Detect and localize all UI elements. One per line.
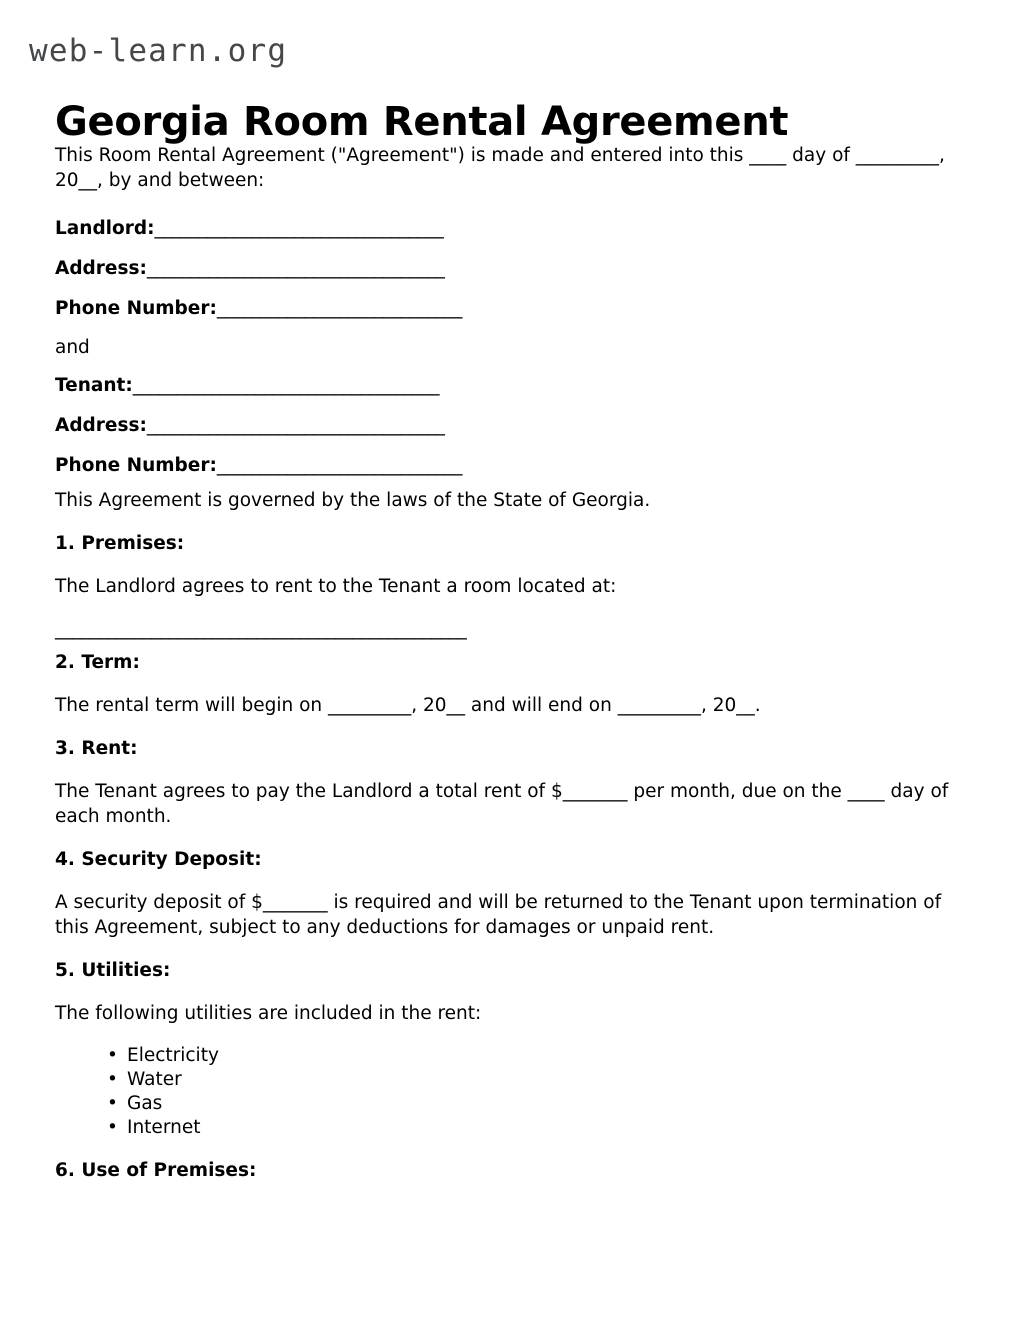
security-deposit-body: A security deposit of $_______ is required and will be returned to the Tenant upon termination of this Agreement, subject to any deductions for damages or unpaid rent. (55, 892, 942, 938)
rent-body: The Tenant agrees to pay the Landlord a total rent of $_______ per month, due on the ____ day of each month. (55, 781, 949, 827)
tenant-phone-label: Phone Number: (55, 455, 217, 476)
landlord-name-blank: _________________________________ (154, 218, 444, 239)
tenant-phone-blank: ____________________________ (216, 455, 462, 476)
landlord-address-blank: __________________________________ (146, 258, 445, 279)
premises-body: The Landlord agrees to rent to the Tenant a room located at: (55, 576, 617, 597)
landlord-name-label: Landlord: (55, 218, 155, 239)
section-heading-term: 2. Term: (55, 652, 140, 673)
tenant-phone-field (55, 452, 970, 480)
list-item: • Electricity (107, 1044, 970, 1068)
intro-paragraph: This Room Rental Agreement ("Agreement") is made and entered into this ____ day of _________, 20__, by and between: (55, 145, 945, 191)
premises-address-blank: _______________________________________________ (55, 619, 467, 640)
list-item: • Water (107, 1068, 970, 1092)
list-item: • Gas (107, 1092, 970, 1116)
landlord-phone-blank: ____________________________ (216, 298, 462, 319)
tenant-name-field (55, 372, 970, 400)
term-body: The rental term will begin on _________, 20__ and will end on _________, 20__. (55, 695, 761, 716)
document-body (55, 143, 970, 1183)
utilities-body: The following utilities are included in the rent: (55, 1003, 482, 1024)
tenant-name-blank: ___________________________________ (132, 375, 440, 396)
site-watermark: web-learn.org (29, 33, 288, 69)
landlord-phone-field (55, 295, 970, 323)
tenant-name-label: Tenant: (55, 375, 133, 396)
tenant-address-blank: __________________________________ (146, 415, 445, 436)
tenant-address-label: Address: (55, 415, 147, 436)
section-heading-rent: 3. Rent: (55, 738, 138, 759)
section-heading-security-deposit: 4. Security Deposit: (55, 849, 262, 870)
utilities-list (55, 1044, 970, 1140)
landlord-address-label: Address: (55, 258, 147, 279)
tenant-address-field (55, 412, 970, 440)
governing-law-paragraph: This Agreement is governed by the laws of the State of Georgia. (55, 490, 651, 511)
landlord-name-field (55, 215, 970, 243)
page-title: Georgia Room Rental Agreement (55, 98, 789, 145)
section-heading-premises: 1. Premises: (55, 533, 185, 554)
section-heading-utilities: 5. Utilities: (55, 960, 171, 981)
section-heading-use-of-premises: 6. Use of Premises: (55, 1160, 257, 1181)
landlord-address-field (55, 255, 970, 283)
parties-connector: and (55, 337, 90, 358)
list-item: • Internet (107, 1116, 970, 1140)
landlord-phone-label: Phone Number: (55, 298, 217, 319)
